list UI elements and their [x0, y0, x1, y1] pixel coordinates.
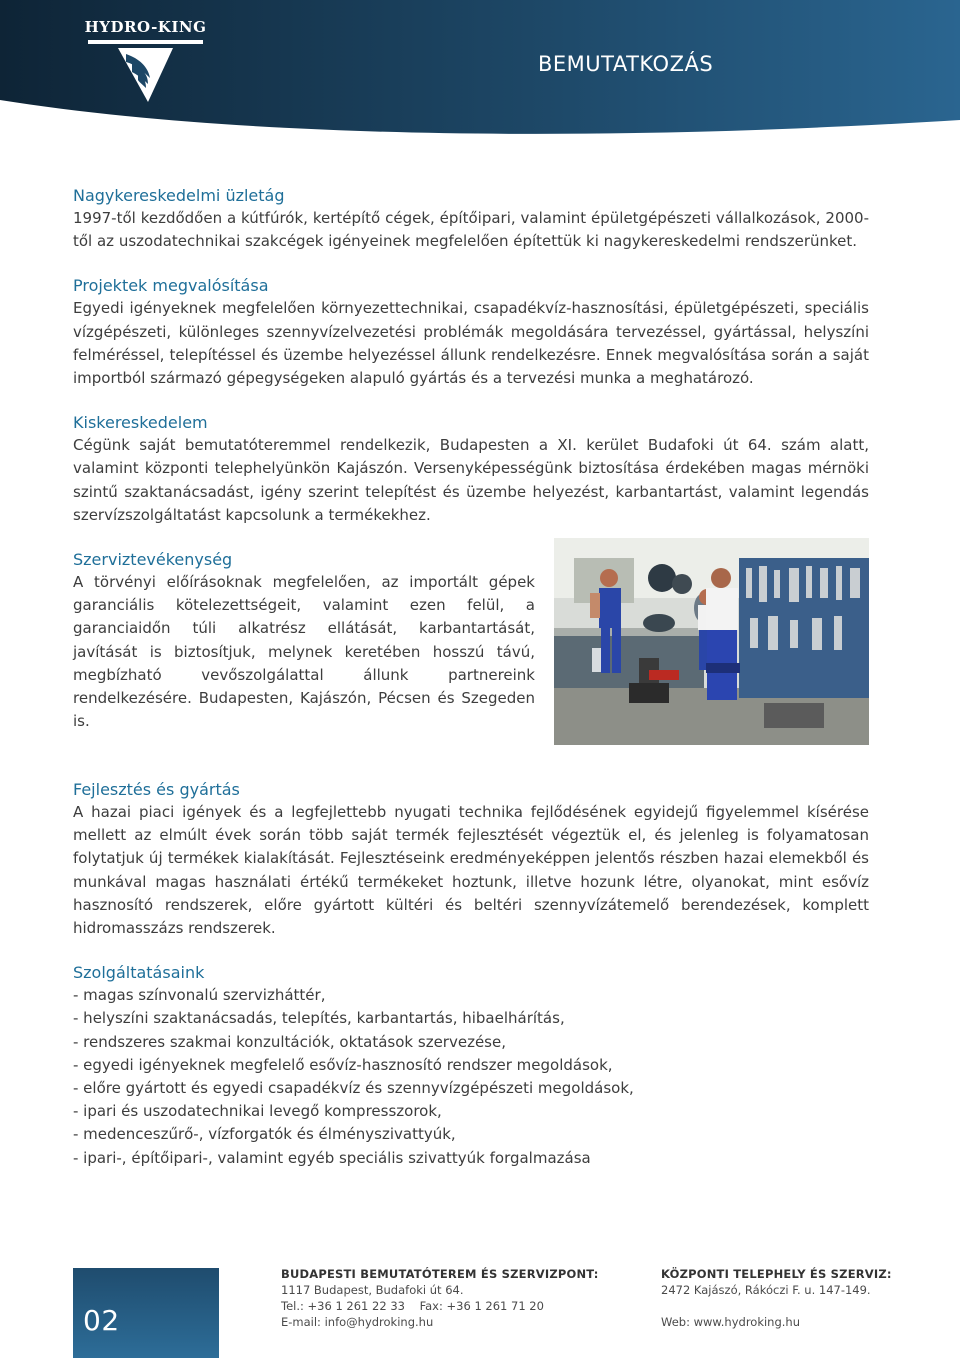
section-heading: Szolgáltatásaink: [73, 963, 205, 983]
page-number-box: [73, 1268, 219, 1358]
list-item: - ipari-, építőipari-, valamint egyéb speciális szivattyúk forgalmazása: [73, 1148, 591, 1167]
logo-emblem-icon: [78, 18, 213, 108]
workshop-photo: [554, 538, 869, 745]
logo-text: HYDRO-KING: [84, 18, 207, 36]
list-item: - helyszíni szaktanácsadás, telepítés, karbantartás, hibaelhárítás,: [73, 1009, 565, 1028]
section-services-list: [73, 961, 869, 1170]
section-text: A törvényi előírásoknak megfelelően, az importált gépek garanciális kötelezettségeit, valamint ezen felül, a garanciaidőn túli alkatrész ellátását, karbantartását, javítását is biztosítjuk, melynek keretében hosszú távú, megbízható vevőszolgálattal állunk partnereink rendelkezésére. Budapesten, Kajászón, Pécsen és Szegeden is.: [73, 573, 535, 731]
main-content: [73, 184, 869, 1191]
section-wholesale: [73, 184, 869, 253]
footer-budapest-contact: [281, 1266, 621, 1330]
footer-title: KÖZPONTI TELEPHELY ÉS SZERVIZ:: [661, 1267, 892, 1281]
footer-address: 2472 Kajászó, Rákóczi F. u. 147-149.: [661, 1283, 871, 1297]
section-heading: Fejlesztés és gyártás: [73, 780, 240, 800]
list-item: - magas színvonalú szervizháttér,: [73, 986, 326, 1005]
page-title: BEMUTATKOZÁS: [538, 52, 714, 76]
section-retail: [73, 411, 869, 527]
list-item: - rendszeres szakmai konzultációk, oktatások szervezése,: [73, 1032, 506, 1051]
list-item: - medenceszűrő-, vízforgatók és élményszivattyúk,: [73, 1125, 456, 1144]
workshop-photo-image: [554, 538, 869, 745]
footer-email-link[interactable]: E-mail: info@hydroking.hu: [281, 1315, 434, 1329]
list-item: - előre gyártott és egyedi csapadékvíz és szennyvízgépészeti megoldások,: [73, 1079, 634, 1098]
services-list: [73, 984, 869, 1170]
footer-web-link[interactable]: Web: www.hydroking.hu: [661, 1315, 800, 1329]
page-header: [0, 0, 960, 140]
service-text-column: [73, 548, 535, 733]
hydro-king-logo: [78, 18, 213, 108]
footer-address: 1117 Budapest, Budafoki út 64.: [281, 1283, 464, 1297]
section-text: Egyedi igényeknek megfelelően környezettechnikai, csapadékvíz-hasznosítási, épületgépészeti, speciális vízgépészeti, különleges szennyvízelvezetési problémák megoldására tervezéssel, gyártással, helyszíni felméréssel, telepítéssel és üzembe helyezéssel állunk rendelkezésre. Ennek megvalósítása során a saját importból származó gépegységeken alapuló gyártás és a tervezési munka a meghatározó.: [73, 299, 869, 388]
header-wave-decoration: [0, 100, 960, 160]
section-heading: Nagykereskedelmi üzletág: [73, 186, 285, 205]
section-text: 1997-től kezdődően a kútfúrók, kertépítő cégek, építőipari, valamint épületgépészeti vállalkozások, 2000-től az uszodatechnikai szakcégek igényeinek megfelelően építettük ki nagykereskedelmi rendszerünket.: [73, 209, 869, 251]
section-development: [73, 778, 869, 940]
section-projects: [73, 274, 869, 390]
section-text: A hazai piaci igények és a legfejlettebb nyugati technika fejlődésének egyidejű figyelemmel kísérése mellett az elmúlt évek során több saját termék fejlesztését végeztük el, és jelenleg is folyamatosan folytatjuk új termékek kialakítását. Fejlesztéseink eredményeképpen jelentős részben hazai elemekből és munkával magas használati értékű termékeket hoztunk, illetve hozunk létre, olyanokat, mint esővíz hasznosító rendszerek, előre gyártott kültéri és beltéri szennyvízátemelő berendezések, komplett hidromasszázs rendszerek.: [73, 803, 869, 938]
section-service: [73, 548, 869, 757]
section-heading: Projektek megvalósítása: [73, 276, 269, 296]
list-item: - egyedi igényeknek megfelelő esővíz-hasznosító rendszer megoldások,: [73, 1055, 613, 1074]
section-heading: Szerviztevékenység: [73, 550, 233, 570]
page-number: 02: [83, 1304, 120, 1337]
footer-phone-fax: Tel.: +36 1 261 22 33 Fax: +36 1 261 71 20: [281, 1299, 544, 1313]
list-item: - ipari és uszodatechnikai levegő kompresszorok,: [73, 1102, 442, 1121]
footer-title: BUDAPESTI BEMUTATÓTEREM ÉS SZERVIZPONT:: [281, 1267, 599, 1281]
section-heading: Kiskereskedelem: [73, 413, 208, 433]
footer-spacer: [661, 1298, 911, 1314]
section-text: Cégünk saját bemutatóteremmel rendelkezik, Budapesten a XI. kerület Budafoki út 64. szám alatt, valamint központi telephelyünkön Kajászón. Versenyképességünk biztosítása érdekében magas mérnöki szintű szaktanácsadást, igény szerint telepítést és üzembe helyezést, karbantartást, valamint legendás szervízszolgáltatást kapcsolunk a termékekhez.: [73, 436, 869, 524]
footer-kajaszo-contact: [661, 1266, 911, 1330]
